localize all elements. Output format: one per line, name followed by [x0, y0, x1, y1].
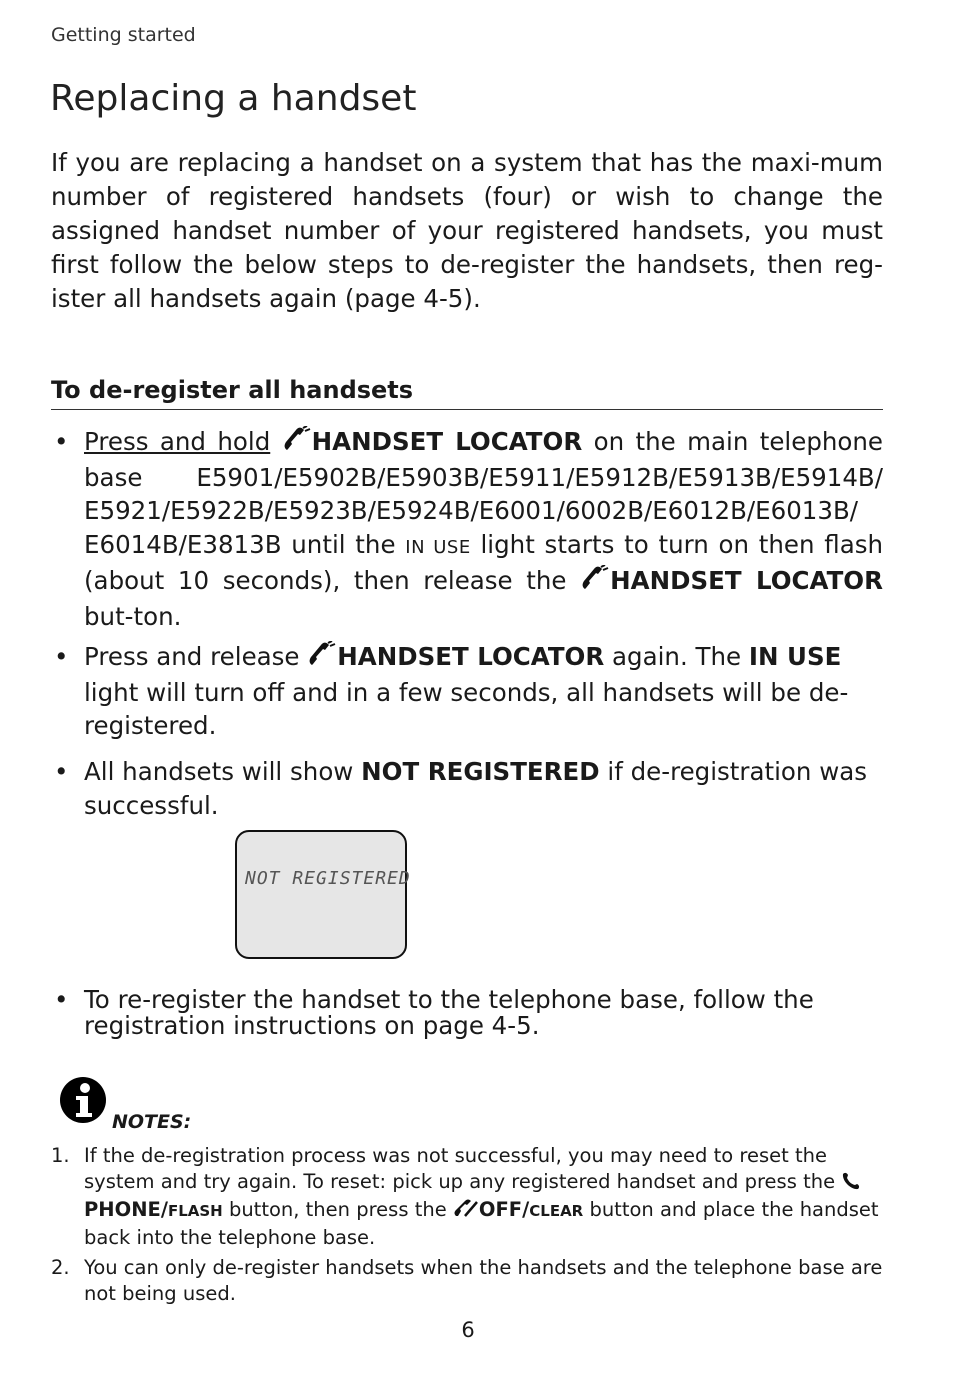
handset-locator-icon [580, 565, 610, 600]
note-text-part: button, then press the [228, 1198, 447, 1221]
phone-key: PHONE/ [84, 1198, 168, 1221]
list-item [51, 425, 883, 633]
bullet-text-part: on the main telephone base E5901/E5902B/E5903B/E5911/E5912B/E5913B/E5914B/ E5921/E5922B/E5923B/E5924B/E6001/6002B/E6012B/E6013B/ E6014B/E3813B until the [84, 427, 883, 559]
note-text [84, 1143, 883, 1251]
bullet-dot: • [54, 427, 69, 456]
note-text-part: button and place the handset back into the telephone base. [84, 1198, 879, 1249]
key-label: HANDSET LOCATOR [311, 427, 583, 456]
flash-key: FLASH [167, 1202, 223, 1220]
bullet-text-part: light will turn off and in a few seconds, all handsets will be de-registered. [84, 677, 849, 740]
bullet-text-part: light starts to turn on then flash (about 10 seconds), then release the [84, 529, 884, 595]
section-label: Getting started [51, 24, 196, 46]
not-registered-label: NOT REGISTERED [361, 757, 600, 786]
intro-paragraph: If you are replacing a handset on a system that has the maxi-mum number of registered handsets (four) or wish to change the assigned handset number of your registered handsets, you must first follow the below steps to de-register the handsets, then reg-ister all handsets again (page 4-5). [51, 148, 883, 313]
clear-key: CLEAR [529, 1202, 584, 1220]
note-item [51, 1143, 883, 1251]
bullet-text-part: All handsets will show [84, 757, 354, 786]
bullet-dot: • [54, 757, 69, 786]
note-number: 1. [51, 1144, 70, 1167]
bullet-dot: • [54, 642, 69, 671]
in-use-label: IN USE [748, 642, 842, 671]
handset-screen [235, 830, 411, 959]
bullet-text-part: if de-registration was successful. [84, 757, 868, 820]
subheading: To de-register all handsets [51, 376, 883, 410]
handset-locator-icon [282, 426, 312, 461]
list-item [51, 987, 883, 1039]
notes-label: NOTES: [112, 1111, 192, 1133]
bullet-text [84, 425, 883, 633]
bullet-text-part: again. The [612, 642, 742, 671]
page-number: 6 [461, 1318, 475, 1342]
phone-icon [841, 1171, 861, 1197]
info-icon [59, 1076, 109, 1130]
bullet-text: To re-register the handset to the telephone base, follow the registration instructions on page 4-5. [84, 985, 814, 1040]
bullet-text [84, 640, 883, 743]
page-title: Replacing a handset [50, 78, 417, 119]
list-item [51, 755, 883, 822]
note-item [51, 1255, 883, 1307]
note-text: You can only de-register handsets when the handsets and the telephone base are not being used. [84, 1256, 883, 1305]
key-label: HANDSET LOCATOR [337, 642, 605, 671]
off-key: OFF/ [478, 1198, 530, 1221]
key-label: HANDSET LOCATOR [610, 566, 883, 595]
bullet-text-part: Press and release [84, 642, 300, 671]
screen-text: NOT REGISTERED [245, 868, 411, 889]
in-use-label: IN USE [405, 536, 471, 558]
bullet-dot: • [54, 985, 69, 1014]
list-item [51, 640, 883, 743]
press-hold-text: Press and hold [84, 427, 271, 456]
off-handset-icon [453, 1198, 479, 1225]
note-text-part: If the de-registration process was not successful, you may need to reset the system and try again. To reset: pick up any registered handset and press the [84, 1144, 836, 1193]
bullet-text-part: but-ton. [84, 601, 182, 631]
note-number: 2. [51, 1256, 70, 1279]
bullet-text [84, 755, 883, 822]
handset-locator-icon [307, 641, 337, 676]
